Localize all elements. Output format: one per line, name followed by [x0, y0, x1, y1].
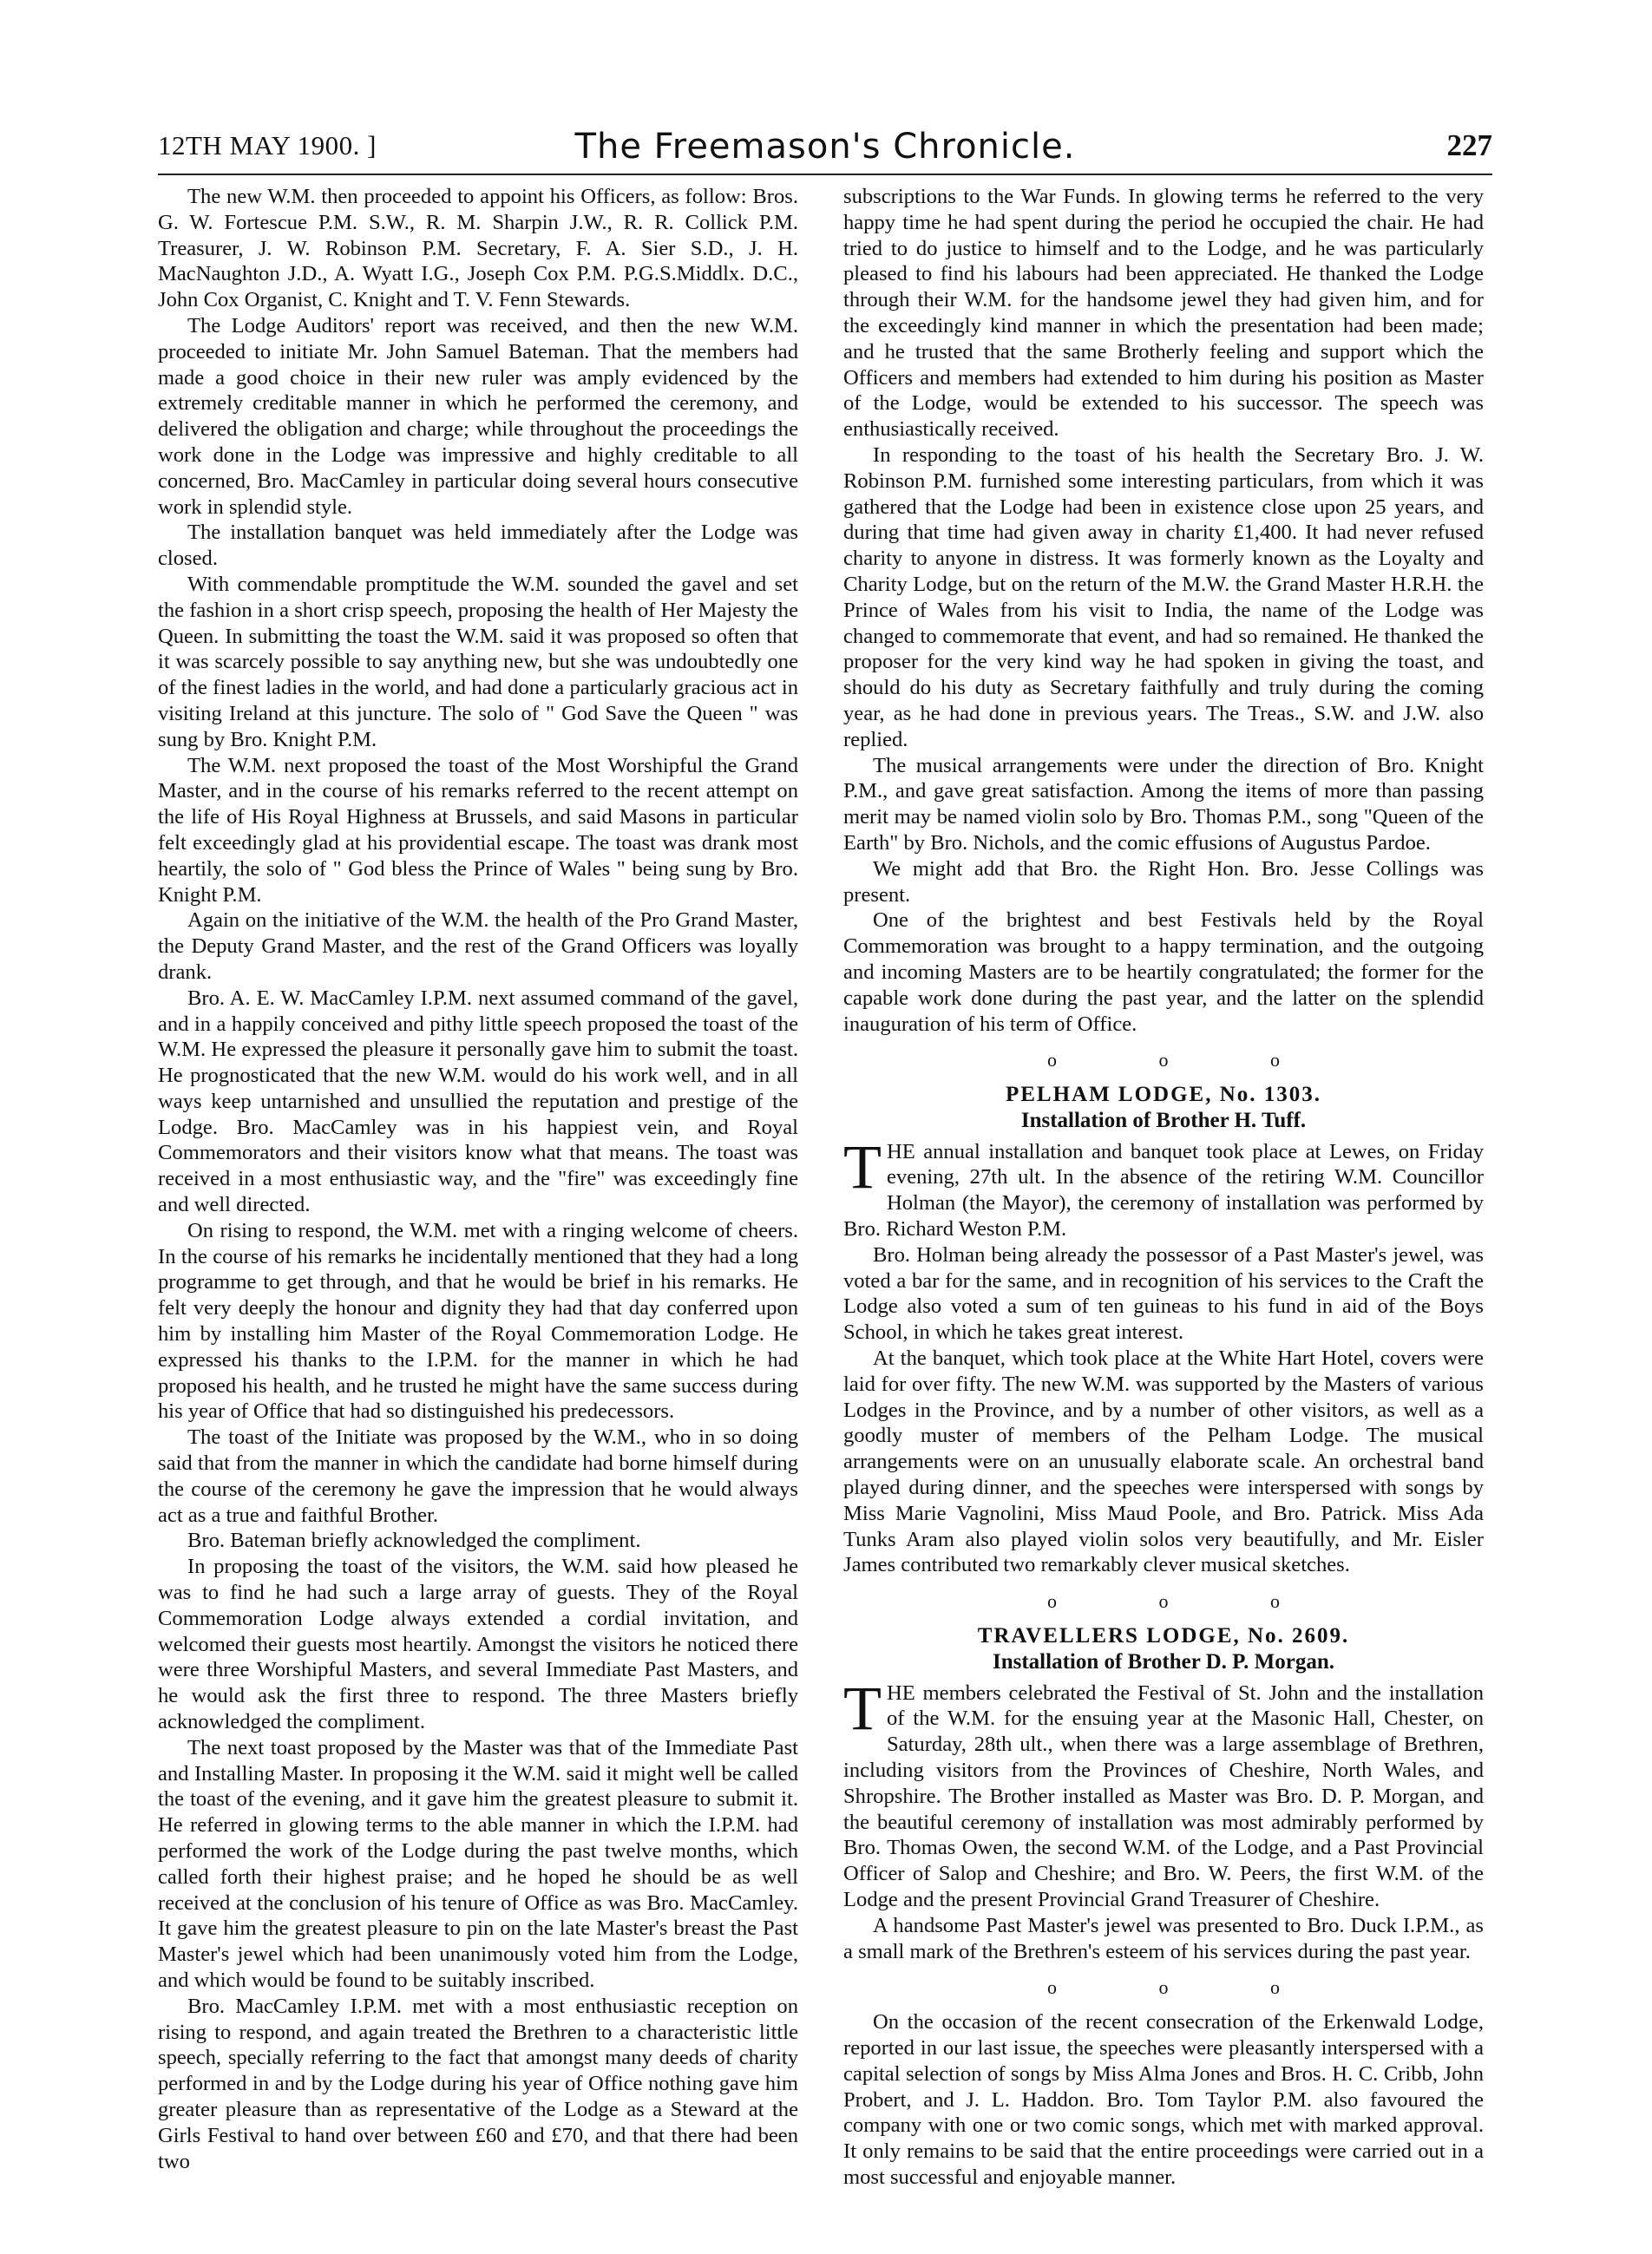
- article-paragraph: Bro. Holman being already the possessor of a Past Master's jewel, was voted a bar for the same, and in recognition of his services to the Craft the Lodge also voted a sum of ten guineas to his fund in aid of the Boys School, in which he takes great interest.: [843, 1242, 1484, 1345]
- article-paragraph: We might add that Bro. the Right Hon. Bro. Jesse Collings was present.: [843, 856, 1484, 907]
- article-paragraph: The toast of the Initiate was proposed by the W.M., who in so doing said that from the manner in which the candidate had borne himself during the course of the ceremony he gave the impression that he would always act as a true and faithful Brother.: [158, 1425, 798, 1527]
- article-paragraph: On the occasion of the recent consecration of the Erkenwald Lodge, reported in our last issue, the speeches were pleasantly interspersed with a capital selection of songs by Miss Alma Jones and Bros. H. C. Cribb, John Probert, and J. L. Haddon. Bro. Tom Taylor P.M. also favoured the company with one or two comic songs, which met with marked approval. It only remains to be said that the entire proceedings were carried out in a most successful and enjoyable manner.: [843, 2010, 1484, 2189]
- article-paragraph: With commendable promptitude the W.M. sounded the gavel and set the fashion in a short crisp speech, proposing the health of Her Majesty the Queen. In submitting the toast the W.M. said it was proposed so often that it was scarcely possible to say anything new, but she was undoubtedly one of the finest ladies in the world, and had done a particularly gracious act in visiting Ireland at this juncture. The solo of " God Save the Queen " was sung by Bro. Knight P.M.: [158, 572, 798, 751]
- header-rule: [158, 174, 1492, 175]
- section-separator: o o o: [1047, 1976, 1328, 1999]
- article-paragraph: The W.M. next proposed the toast of the Most Worshipful the Grand Master, and in the course of his remarks referred to the recent attempt on the life of His Royal Highness at Brussels, and said Masons in particular felt exceedingly glad at his providential escape. The toast was drank most heartily, the solo of " God bless the Prince of Wales " being sung by Bro. Knight P.M.: [158, 753, 798, 907]
- drop-cap: T: [843, 1673, 882, 1743]
- article-paragraph: The musical arrangements were under the direction of Bro. Knight P.M., and gave great satisfaction. Among the items of more than passing merit may be named violin solo by Bro. Thomas P.M., song "Queen of the Earth" by Bro. Nichols, and the comic effusions of Augustus Pardoe.: [843, 753, 1484, 855]
- article-paragraph: The Lodge Auditors' report was received, and then the new W.M. proceeded to initiate Mr. John Samuel Bateman. That the members had made a good choice in their new ruler was amply evidenced by the extremely creditable manner in which he performed the ceremony, and delivered the obligation and charge; while throughout the proceedings the work done in the Lodge was impressive and highly creditable to all concerned, Bro. MacCamley in particular doing several hours consecutive work in splendid style.: [158, 313, 798, 519]
- pelham-lodge-heading: PELHAM LODGE, No. 1303.: [1005, 1083, 1322, 1107]
- right-column: [843, 184, 1484, 2191]
- article-paragraph: In proposing the toast of the visitors, the W.M. said how pleased he was to find he had such a large array of guests. They of the Royal Commemoration Lodge always extended a cordial invitation, and welcomed their guests most heartily. Amongst the visitors he noticed there were three Worshipful Masters, and several Immediate Past Masters, and he would ask the first three to respond. The three Masters briefly acknowledged the compliment.: [158, 1555, 798, 1734]
- section-separator: o o o: [1047, 1049, 1328, 1071]
- pelham-article: [843, 1131, 1484, 1242]
- article-paragraph: The next toast proposed by the Master was that of the Immediate Past and Installing Master. In proposing it the W.M. said it might well be called the toast of the evening, and it gave him the greatest pleasure to submit it. He referred in glowing terms to the able manner in which the I.P.M. had performed the work of the Lodge during the past twelve months, which called forth their highest praise; and he hoped he should be as well received at the conclusion of his tenure of Office as was Bro. MacCamley. It gave him the greatest pleasure to pin on the late Master's breast the Past Master's jewel which had been unanimously voted him from the Lodge, and which would be found to be suitably inscribed.: [158, 1735, 798, 1992]
- article-paragraph: At the banquet, which took place at the White Hart Hotel, covers were laid for over fifty. The new W.M. was supported by the Masters of various Lodges in the Province, and by a number of other visitors, as well as a goodly muster of members of the Pelham Lodge. The musical arrangements were on an unusually elaborate scale. An orchestral band played during dinner, and the speeches were interspersed with songs by Miss Marie Vagnolini, Miss Maud Poole, and Bro. Patrick. Miss Ada Tunks Aram also played violin solos very beautifully, and Mr. Eisler James contributed two remarkably clever musical sketches.: [843, 1347, 1484, 1577]
- article-paragraph: Bro. Bateman briefly acknowledged the compliment.: [187, 1529, 641, 1553]
- page-number: 227: [1446, 128, 1492, 162]
- pelham-lodge-subheading: Installation of Brother H. Tuff.: [1020, 1108, 1307, 1132]
- article-paragraph: On rising to respond, the W.M. met with a ringing welcome of cheers. In the course of his remarks he incidentally mentioned that they had a long programme to get through, and that he would be brief in his remarks. He felt very deeply the honour and dignity they had that day conferred upon him by installing him Master of the Royal Commemoration Lodge. He expressed his thanks to the I.P.M. for the manner in which he had proposed his health, and he trusted he might have the same success during his year of Office that had so distinguished his predecessors.: [158, 1218, 798, 1424]
- article-paragraph: One of the brightest and best Festivals held by the Royal Commemoration was brought to a happy termination, and the outgoing and incoming Masters are to be heartily congratulated; the former for the capable work done during the past year, and the latter on the splendid inauguration of his term of Office.: [843, 908, 1484, 1036]
- article-paragraph: A handsome Past Master's jewel was presented to Bro. Duck I.P.M., as a small mark of the Brethren's esteem of his services during the past year.: [843, 1913, 1484, 1963]
- article-paragraph: Bro. A. E. W. MacCamley I.P.M. next assumed command of the gavel, and in a happily conceived and pithy little speech proposed the toast of the W.M. He expressed the pleasure it personally gave him to submit the toast. He prognosticated that the new W.M. would do his work well, and in all ways keep untarnished and unsullied the reputation and prestige of the Lodge. Bro. MacCamley was in his happiest vein, and Royal Commemorators and their visitors know what that means. The toast was received in a most enthusiastic way, and the "fire" was exceedingly fine and well directed.: [158, 986, 798, 1217]
- drop-cap: T: [843, 1131, 882, 1202]
- first-paragraph-text: HE members celebrated the Festival of St. John and the installation of the W.M. for the ensuing year at the Masonic Hall, Chester, on Saturday, 28th ult., when there was a large assemblage of Brethren, including visitors from the Provinces of Cheshire, North Wales, and Shropshire. The Brother installed as Master was Bro. D. P. Morgan, and the beautiful ceremony of installation was most admirably performed by Bro. Thomas Owen, the second W.M. of the Lodge, and a Past Provincial Officer of Salop and Cheshire; and Bro. W. Peers, the first W.M. of the Lodge and the present Provincial Grand Treasurer of Cheshire.: [843, 1681, 1484, 1911]
- travellers-article: [843, 1673, 1484, 1913]
- first-paragraph-text: HE annual installation and banquet took place at Lewes, on Friday evening, 27th ult. In the absence of the retiring W.M. Councillor Holman (the Mayor), the ceremony of installation was performed by Bro. Richard Weston P.M.: [843, 1139, 1484, 1242]
- issue-date: 12TH MAY 1900. ]: [158, 130, 377, 161]
- publication-title: The Freemason's Chronicle.: [574, 127, 1076, 167]
- article-paragraph: [843, 1131, 1484, 1242]
- article-paragraph: subscriptions to the War Funds. In glowing terms he referred to the very happy time he had spent during the period he occupied the chair. He had tried to do justice to himself and to the Lodge, and he was particularly pleased to find his labours had been appreciated. He thanked the Lodge through their W.M. for the handsome jewel they had given him, and for the exceedingly kind manner in which the presentation had been made; and he trusted that the same Brotherly feeling and support which the Officers and members had extended to him during his position as Master of the Lodge, would be extended to his successor. The speech was enthusiastically received.: [843, 185, 1484, 442]
- article-paragraph: [843, 1673, 1484, 1913]
- travellers-lodge-subheading: Installation of Brother D. P. Morgan.: [993, 1649, 1334, 1674]
- page-header: [158, 127, 1492, 170]
- article-paragraph: Bro. MacCamley I.P.M. met with a most enthusiastic reception on rising to respond, and again treated the Brethren to a characteristic little speech, specially referring to the fact that amongst many deeds of charity performed in and by the Lodge during his year of Office nothing gave him greater pleasure than as representative of the Lodge as a Steward at the Girls Festival to hand over between £60 and £70, and that there had been two: [158, 1994, 798, 2173]
- article-paragraph: In responding to the toast of his health the Secretary Bro. J. W. Robinson P.M. furnished some interesting particulars, from which it was gathered that the Lodge had been in existence close upon 25 years, and during that time had given away in charity £1,400. It had never refused charity to anyone in distress. It was formerly known as the Loyalty and Charity Lodge, but on the return of the M.W. the Grand Master H.R.H. the Prince of Wales from his visit to India, the name of the Lodge was changed to commemorate that event, and had so remained. He thanked the proposer for the very kind way he had spoken in giving the toast, and should do his duty as Secretary faithfully and truly during the coming year, as he had done in previous years. The Treas., S.W. and J.W. also replied.: [843, 442, 1484, 751]
- article-paragraph: Again on the initiative of the W.M. the health of the Pro Grand Master, the Deputy Grand Master, and the rest of the Grand Officers was loyally drank.: [158, 908, 798, 984]
- section-separator: o o o: [1047, 1590, 1328, 1613]
- article-paragraph: The installation banquet was held immediately after the Lodge was closed.: [158, 521, 798, 571]
- travellers-lodge-heading: TRAVELLERS LODGE, No. 2609.: [977, 1624, 1350, 1648]
- left-column: [158, 184, 798, 2174]
- article-paragraph: The new W.M. then proceeded to appoint his Officers, as follow: Bros. G. W. Fortescue P.M. S.W., R. M. Sharpin J.W., R. R. Collick P.M. Treasurer, J. W. Robinson P.M. Secretary, F. A. Sier S.D., J. H. MacNaughton J.D., A. Wyatt I.G., Joseph Cox P.M. P.G.S.Middlx. D.C., John Cox Organist, C. Knight and T. V. Fenn Stewards.: [158, 185, 798, 312]
